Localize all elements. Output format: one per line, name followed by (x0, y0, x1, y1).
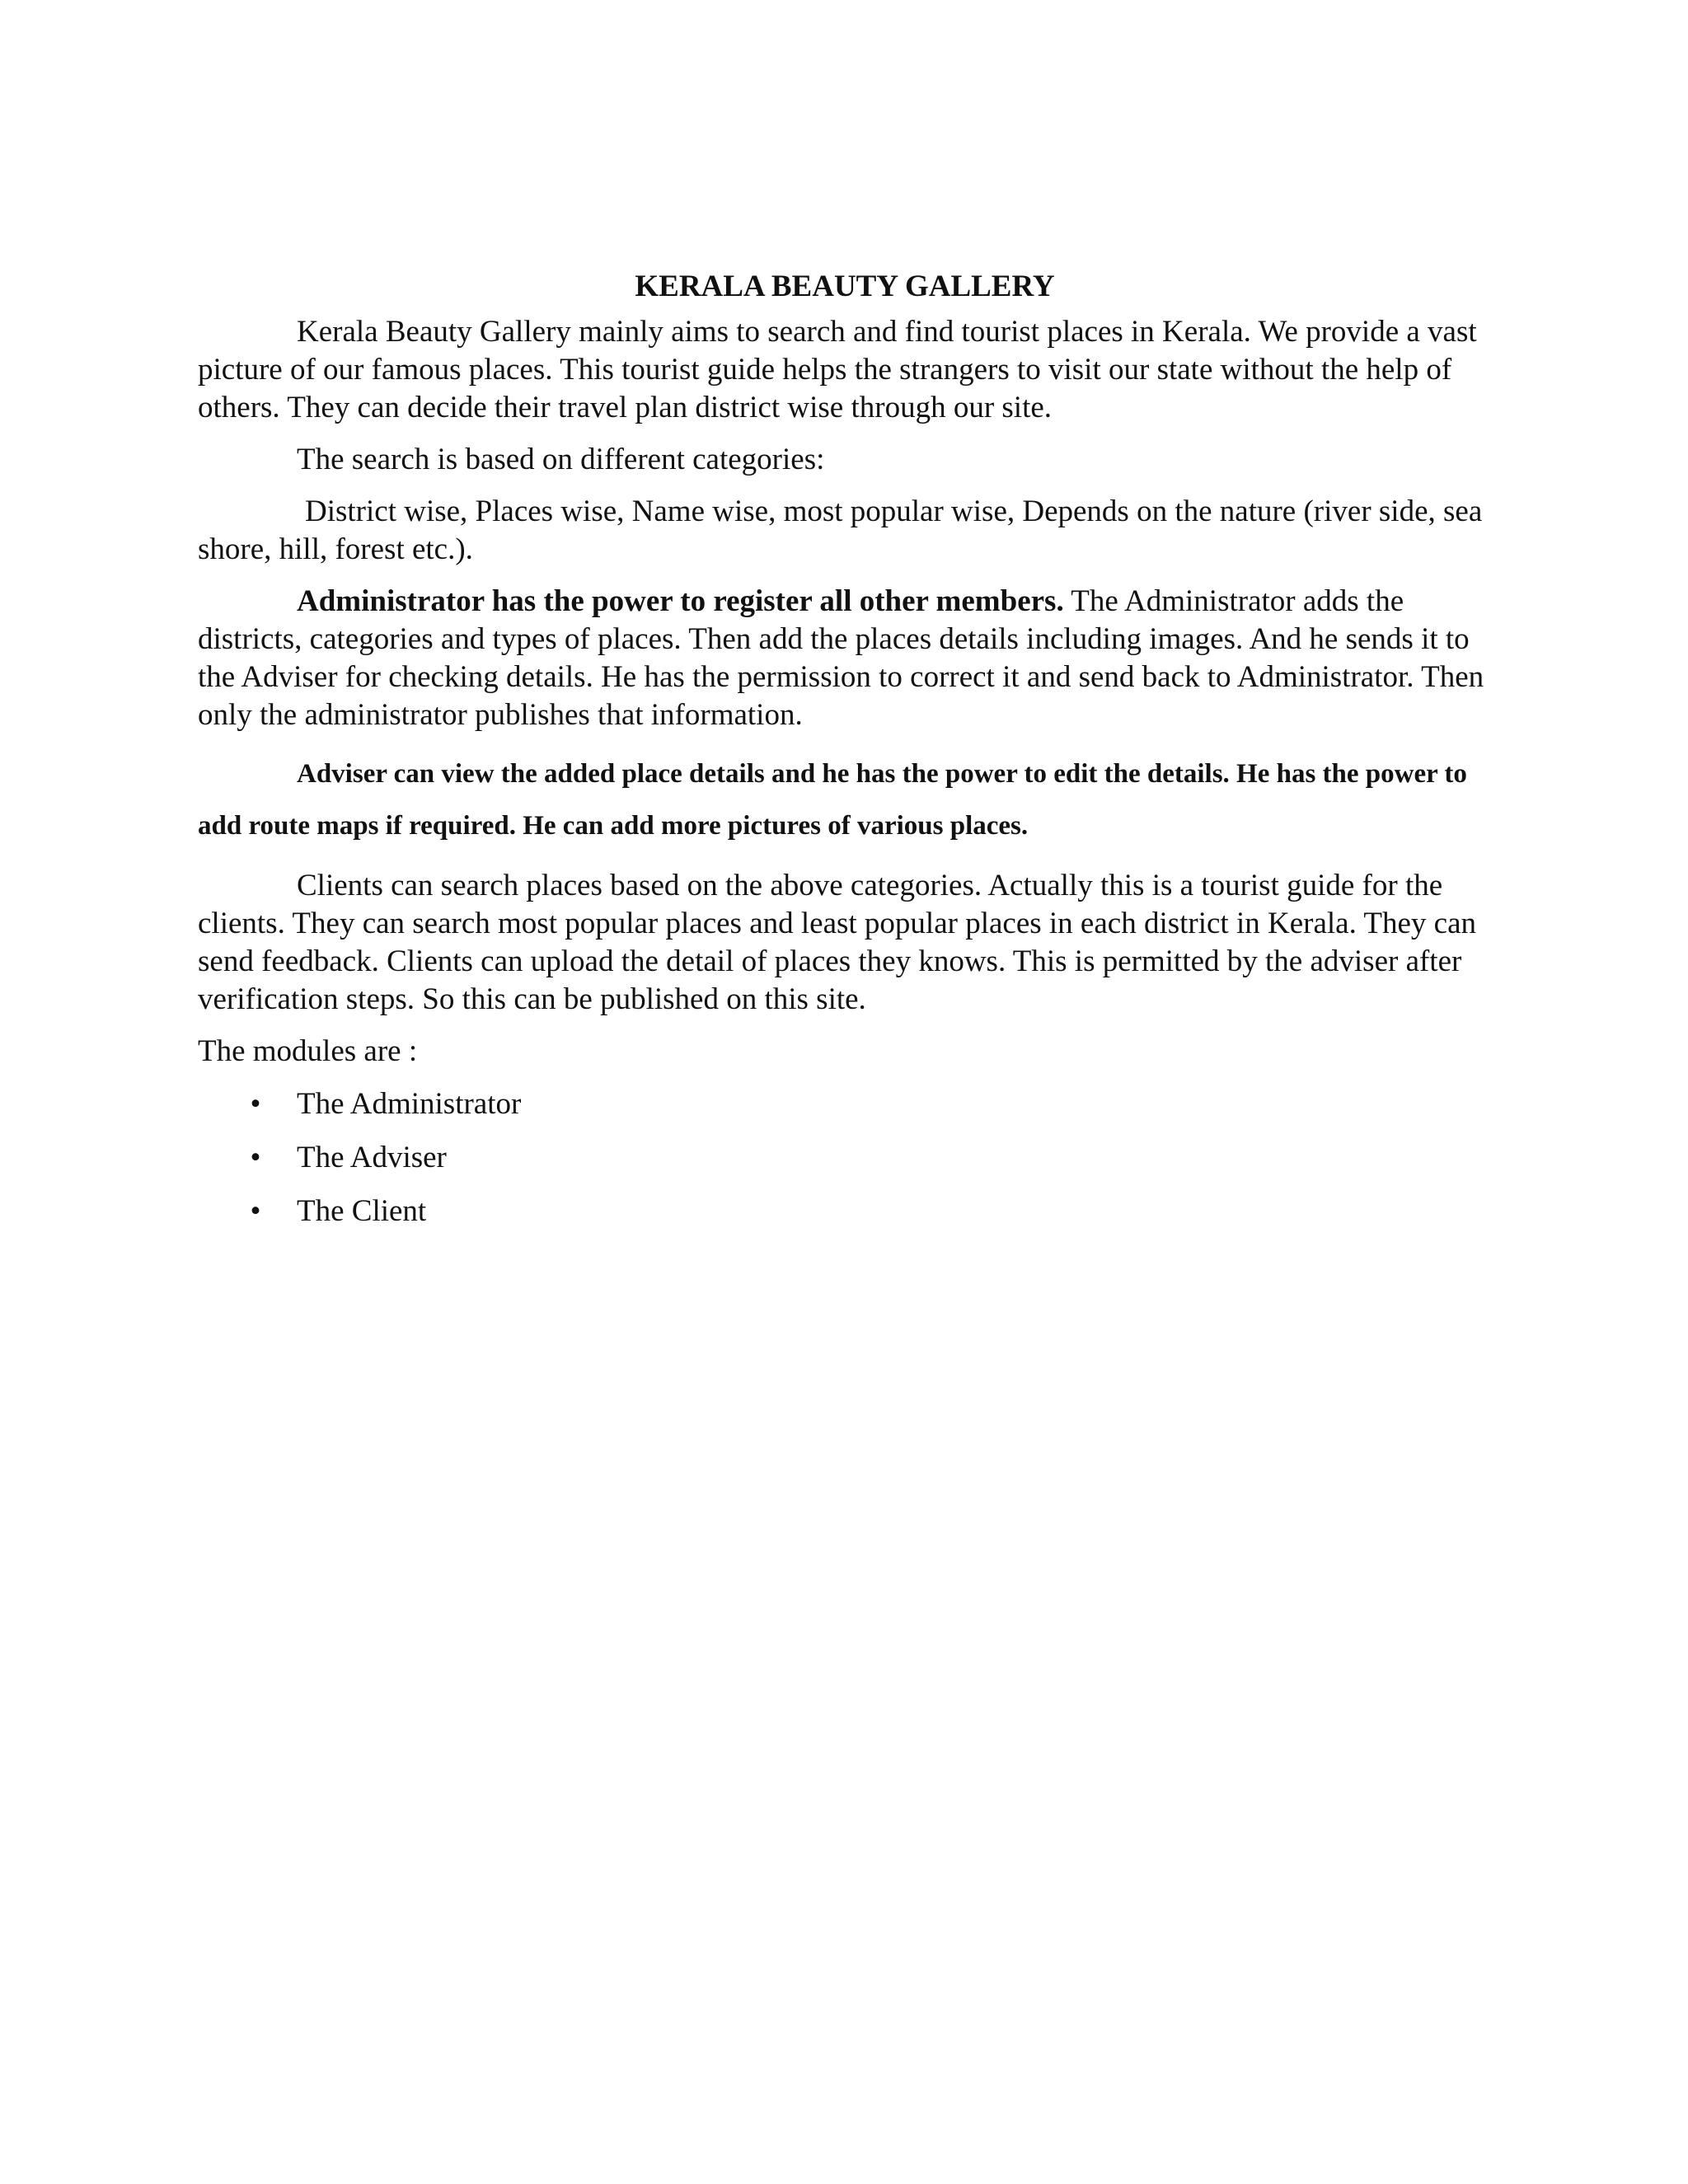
search-intro-paragraph: The search is based on different categories: (297, 443, 825, 476)
adviser-paragraph: Adviser can view the added place details and he has the power to edit the details. He has the power to add route maps if required. He can add more pictures of various places. (198, 759, 1467, 841)
administrator-paragraph (198, 583, 1492, 734)
list-item (198, 1193, 1492, 1230)
bullet-icon: • (250, 1141, 261, 1174)
module-name: The Adviser (297, 1141, 447, 1174)
bullet-icon: • (250, 1087, 261, 1121)
modules-list (198, 1085, 1492, 1230)
clients-paragraph: Clients can search places based on the above categories. Actually this is a tourist guide for the clients. They can search most popular places and least popular places in each district in Kerala. They can send feedback. Clients can upload the detail of places they knows. This is permitted by the adviser after verification steps. So this can be published on this site. (198, 869, 1477, 1016)
modules-label: The modules are : (198, 1034, 418, 1068)
bullet-icon: • (250, 1194, 261, 1228)
list-item (198, 1085, 1492, 1123)
document-title: KERALA BEAUTY GALLERY (635, 269, 1055, 303)
document-body (198, 268, 1492, 1246)
intro-paragraph: Kerala Beauty Gallery mainly aims to search and find tourist places in Kerala. We provide a vast picture of our famous places. This tourist guide helps the strangers to visit our state without the help of others. They can decide their travel plan district wise through our site. (198, 315, 1477, 424)
categories-paragraph: District wise, Places wise, Name wise, most popular wise, Depends on the nature (river side, sea shore, hill, forest etc.). (198, 494, 1483, 566)
module-name: The Client (297, 1194, 427, 1228)
administrator-lead-text: Administrator has the power to register all other members. (297, 584, 1064, 618)
list-item (198, 1139, 1492, 1177)
administrator-body-text: The Administrator adds the districts, categories and types of places. Then add the places details including images. And he sends it to the Adviser for checking details. He has the permission to correct it and send back to Administrator. Then only the administrator publishes that information. (198, 584, 1484, 732)
module-name: The Administrator (297, 1087, 522, 1121)
